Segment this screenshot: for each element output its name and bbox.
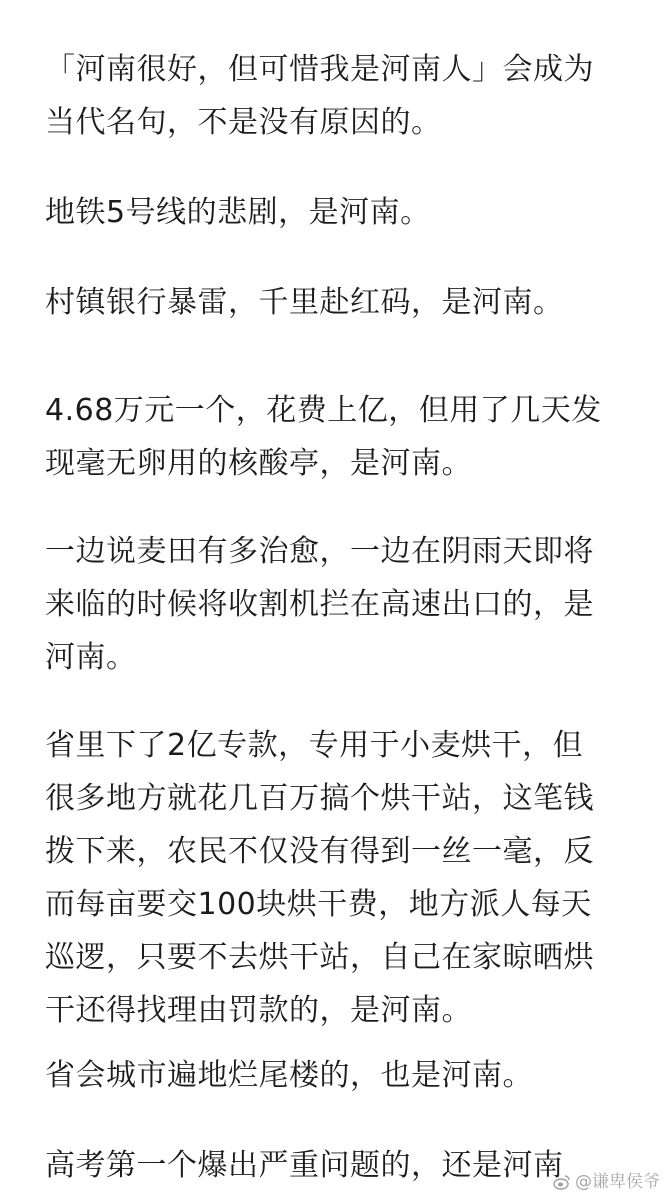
watermark-text: @谦卑侯爷 — [575, 1172, 660, 1192]
text-line: 巡逻，只要不去烘干站，自己在家晾晒烘 — [45, 940, 594, 975]
weibo-logo-icon — [553, 1173, 571, 1191]
paragraph-4 — [45, 384, 645, 490]
text-line: 河南。 — [45, 640, 137, 675]
text-line: 很多地方就花几百万搞个烘干站，这笔钱 — [45, 781, 594, 816]
paragraph-7 — [45, 1049, 645, 1102]
text-line: 而每亩要交100块烘干费，地方派人每天 — [45, 887, 592, 922]
text-line: 4.68万元一个，花费上亿，但用了几天发 — [45, 393, 602, 428]
text-line: 干还得找理由罚款的，是河南。 — [45, 993, 472, 1028]
text-line: 省会城市遍地烂尾楼的，也是河南。 — [45, 1058, 533, 1093]
text-line: 拨下来，农民不仅没有得到一丝一毫，反 — [45, 834, 594, 869]
text-line: 当代名句，不是没有原因的。 — [45, 105, 442, 140]
text-line: 来临的时候将收割机拦在高速出口的，是 — [45, 587, 594, 622]
paragraph-1 — [45, 43, 645, 149]
text-line: 省里下了2亿专款，专用于小麦烘干，但 — [45, 728, 584, 763]
text-line: 地铁5号线的悲剧，是河南。 — [45, 195, 431, 230]
paragraph-5 — [45, 525, 645, 684]
text-line: 高考第一个爆出严重问题的，还是河南 — [45, 1148, 564, 1183]
text-line: 「河南很好，但可惜我是河南人」会成为 — [45, 52, 594, 87]
weibo-watermark — [553, 1172, 660, 1192]
text-line: 一边说麦田有多治愈，一边在阴雨天即将 — [45, 534, 594, 569]
text-line: 现毫无卵用的核酸亭，是河南。 — [45, 446, 472, 481]
paragraph-6 — [45, 719, 645, 1037]
text-line: 村镇银行暴雷，千里赴红码，是河南。 — [45, 285, 564, 320]
paragraph-2 — [45, 186, 645, 239]
paragraph-3 — [45, 276, 645, 329]
